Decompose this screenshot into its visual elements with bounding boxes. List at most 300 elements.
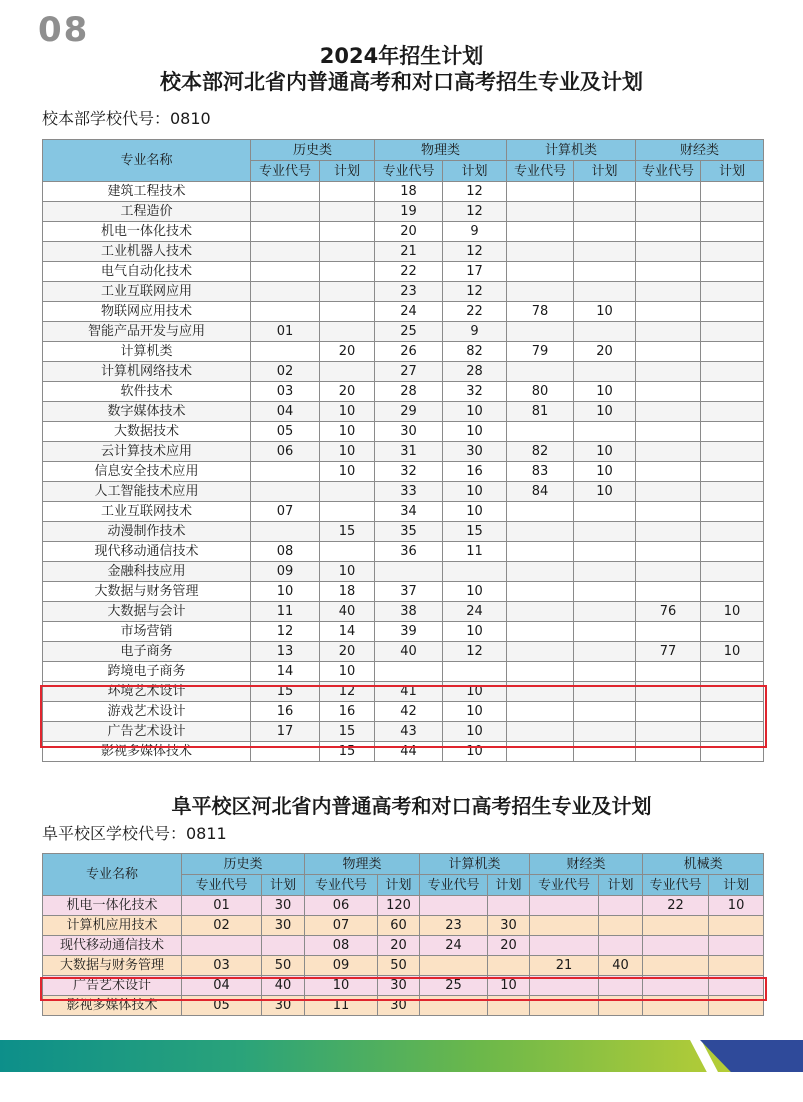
value-cell: 10 [443,402,507,422]
value-cell: 10 [574,402,636,422]
value-cell [320,242,375,262]
value-cell [636,722,701,742]
major-name-cell: 游戏艺术设计 [43,702,251,722]
value-cell: 30 [375,422,443,442]
major-name-cell: 物联网应用技术 [43,302,251,322]
table-row [43,896,764,916]
value-cell: 24 [375,302,443,322]
value-cell [636,242,701,262]
value-cell: 34 [375,502,443,522]
value-cell [636,402,701,422]
value-cell: 12 [443,642,507,662]
header-code: 专业代号 [636,161,701,182]
value-cell: 60 [378,916,420,936]
table-row [43,382,764,402]
table-row [43,202,764,222]
value-cell [507,702,574,722]
value-cell [530,976,599,996]
main-campus-table-body [43,182,764,762]
value-cell [574,422,636,442]
value-cell: 37 [375,582,443,602]
value-cell [709,936,764,956]
value-cell [320,362,375,382]
value-cell [574,362,636,382]
value-cell: 16 [320,702,375,722]
major-name-cell: 影视多媒体技术 [43,996,182,1016]
table-row [43,182,764,202]
value-cell [574,602,636,622]
major-name-cell: 广告艺术设计 [43,976,182,996]
value-cell [701,542,764,562]
value-cell [375,562,443,582]
value-cell [701,422,764,442]
value-cell: 14 [320,622,375,642]
header-plan: 计划 [599,875,643,896]
major-name-cell: 工业互联网应用 [43,282,251,302]
major-name-cell: 计算机网络技术 [43,362,251,382]
value-cell: 03 [251,382,320,402]
value-cell [701,402,764,422]
value-cell: 12 [443,242,507,262]
value-cell: 10 [443,702,507,722]
value-cell [701,242,764,262]
value-cell [420,896,488,916]
value-cell [251,342,320,362]
value-cell: 50 [262,956,305,976]
major-name-cell: 影视多媒体技术 [43,742,251,762]
value-cell [320,482,375,502]
value-cell: 13 [251,642,320,662]
value-cell [507,642,574,662]
value-cell: 22 [643,896,709,916]
value-cell: 43 [375,722,443,742]
value-cell [443,662,507,682]
table-row [43,402,764,422]
value-cell [636,702,701,722]
value-cell: 30 [378,976,420,996]
value-cell: 15 [320,722,375,742]
header-plan: 计划 [320,161,375,182]
value-cell: 16 [443,462,507,482]
value-cell [599,896,643,916]
table-row [43,342,764,362]
value-cell: 20 [488,936,530,956]
value-cell [701,742,764,762]
value-cell: 41 [375,682,443,702]
value-cell [636,622,701,642]
value-cell [507,682,574,702]
value-cell: 11 [443,542,507,562]
value-cell [636,542,701,562]
value-cell [701,522,764,542]
value-cell [701,222,764,242]
value-cell [701,462,764,482]
value-cell: 04 [251,402,320,422]
value-cell [507,222,574,242]
value-cell: 10 [574,302,636,322]
value-cell [507,282,574,302]
major-name-cell: 电子商务 [43,642,251,662]
value-cell [636,682,701,702]
value-cell: 82 [507,442,574,462]
major-name-cell: 工业机器人技术 [43,242,251,262]
value-cell: 21 [530,956,599,976]
table-row [43,622,764,642]
value-cell [320,262,375,282]
value-cell: 10 [320,402,375,422]
table-row [43,582,764,602]
value-cell [709,976,764,996]
value-cell: 28 [375,382,443,402]
value-cell: 39 [375,622,443,642]
value-cell [251,462,320,482]
value-cell: 10 [701,642,764,662]
value-cell [507,542,574,562]
value-cell: 33 [375,482,443,502]
value-cell [701,342,764,362]
value-cell [251,302,320,322]
header-code: 专业代号 [251,161,320,182]
value-cell [636,442,701,462]
main-campus-code-label: 校本部学校代号：0810 [42,109,211,128]
value-cell [320,202,375,222]
value-cell [420,996,488,1016]
value-cell [701,262,764,282]
value-cell: 82 [443,342,507,362]
value-cell: 32 [375,462,443,482]
major-name-cell: 信息安全技术应用 [43,462,251,482]
value-cell [643,916,709,936]
header-plan: 计划 [574,161,636,182]
value-cell [488,896,530,916]
value-cell [643,996,709,1016]
value-cell: 79 [507,342,574,362]
header-plan: 计划 [709,875,764,896]
value-cell [320,222,375,242]
value-cell [574,742,636,762]
value-cell: 42 [375,702,443,722]
major-name-cell: 跨境电子商务 [43,662,251,682]
table-row [43,502,764,522]
value-cell [709,956,764,976]
value-cell: 05 [182,996,262,1016]
value-cell [701,502,764,522]
value-cell: 08 [251,542,320,562]
major-name-cell: 大数据技术 [43,422,251,442]
value-cell: 26 [375,342,443,362]
header-plan: 计划 [262,875,305,896]
value-cell: 20 [320,642,375,662]
value-cell [507,362,574,382]
header-group-mechanical: 机械类 [643,854,764,875]
value-cell: 01 [251,322,320,342]
value-cell [530,896,599,916]
value-cell [643,956,709,976]
major-name-cell: 机电一体化技术 [43,896,182,916]
major-name-cell: 金融科技应用 [43,562,251,582]
value-cell: 20 [375,222,443,242]
value-cell [599,936,643,956]
major-name-cell: 计算机应用技术 [43,916,182,936]
header-plan: 计划 [701,161,764,182]
header-group-finance: 财经类 [636,140,764,161]
value-cell: 10 [320,442,375,462]
value-cell [507,622,574,642]
value-cell: 30 [262,896,305,916]
value-cell: 40 [262,976,305,996]
value-cell: 10 [443,622,507,642]
value-cell [262,936,305,956]
table-row [43,642,764,662]
value-cell: 9 [443,322,507,342]
value-cell: 30 [378,996,420,1016]
value-cell [375,662,443,682]
value-cell [574,502,636,522]
value-cell: 21 [375,242,443,262]
table-row [43,282,764,302]
value-cell: 27 [375,362,443,382]
value-cell [251,182,320,202]
value-cell: 07 [305,916,378,936]
value-cell: 11 [305,996,378,1016]
table-row [43,996,764,1016]
value-cell [701,442,764,462]
value-cell [701,322,764,342]
value-cell: 50 [378,956,420,976]
major-name-cell: 建筑工程技术 [43,182,251,202]
header-code: 专业代号 [305,875,378,896]
value-cell: 10 [320,562,375,582]
value-cell [701,482,764,502]
header-group-history: 历史类 [251,140,375,161]
value-cell: 12 [443,282,507,302]
value-cell: 31 [375,442,443,462]
value-cell: 02 [251,362,320,382]
table-row [43,542,764,562]
value-cell [507,582,574,602]
value-cell [636,422,701,442]
fuping-campus-title: 阜平校区河北省内普通高考和对口高考招生专业及计划 [171,794,652,818]
table-row [43,956,764,976]
major-name-cell: 环境艺术设计 [43,682,251,702]
value-cell [507,522,574,542]
table-row [43,302,764,322]
value-cell: 10 [320,422,375,442]
value-cell [420,956,488,976]
value-cell [251,282,320,302]
value-cell: 83 [507,462,574,482]
major-name-cell: 数字媒体技术 [43,402,251,422]
value-cell [636,462,701,482]
value-cell: 15 [251,682,320,702]
value-cell: 06 [251,442,320,462]
value-cell [574,282,636,302]
value-cell: 10 [443,682,507,702]
header-plan: 计划 [443,161,507,182]
value-cell [574,542,636,562]
value-cell [636,522,701,542]
value-cell [574,242,636,262]
value-cell: 30 [262,916,305,936]
fuping-campus-table-body [43,896,764,1016]
value-cell: 77 [636,642,701,662]
value-cell [530,916,599,936]
value-cell [251,202,320,222]
value-cell [574,522,636,542]
value-cell: 10 [443,722,507,742]
value-cell: 12 [443,202,507,222]
major-name-cell: 大数据与会计 [43,602,251,622]
value-cell [643,976,709,996]
value-cell [507,502,574,522]
value-cell: 23 [375,282,443,302]
major-name-cell: 市场营销 [43,622,251,642]
value-cell: 05 [251,422,320,442]
value-cell [636,562,701,582]
value-cell [574,682,636,702]
value-cell: 06 [305,896,378,916]
table-row [43,936,764,956]
value-cell [701,622,764,642]
page-subtitle: 校本部河北省内普通高考和对口高考招生专业及计划 [160,70,643,94]
value-cell: 35 [375,522,443,542]
table-row [43,742,764,762]
value-cell [530,996,599,1016]
value-cell [709,996,764,1016]
value-cell [701,682,764,702]
value-cell: 07 [251,502,320,522]
value-cell: 10 [574,442,636,462]
value-cell: 01 [182,896,262,916]
header-code: 专业代号 [375,161,443,182]
header-code: 专业代号 [420,875,488,896]
table-row [43,662,764,682]
value-cell: 15 [320,742,375,762]
value-cell: 12 [251,622,320,642]
value-cell: 04 [182,976,262,996]
value-cell [574,202,636,222]
value-cell: 10 [709,896,764,916]
table-row [43,916,764,936]
value-cell: 10 [320,462,375,482]
value-cell [507,722,574,742]
value-cell [636,282,701,302]
value-cell [507,202,574,222]
value-cell: 40 [320,602,375,622]
value-cell [701,562,764,582]
value-cell [507,322,574,342]
table-row [43,442,764,462]
value-cell: 40 [375,642,443,662]
value-cell [251,262,320,282]
value-cell [636,182,701,202]
value-cell: 23 [420,916,488,936]
value-cell [507,562,574,582]
value-cell [701,302,764,322]
value-cell [574,622,636,642]
value-cell [643,936,709,956]
footer-gradient-bar [0,1040,803,1072]
value-cell: 10 [574,382,636,402]
value-cell: 80 [507,382,574,402]
value-cell: 20 [574,342,636,362]
value-cell: 29 [375,402,443,422]
table-row [43,682,764,702]
header-group-physics: 物理类 [375,140,507,161]
value-cell: 15 [320,522,375,542]
value-cell: 22 [443,302,507,322]
value-cell [701,182,764,202]
value-cell: 15 [443,522,507,542]
value-cell: 03 [182,956,262,976]
value-cell: 19 [375,202,443,222]
value-cell: 18 [320,582,375,602]
value-cell [574,262,636,282]
value-cell [574,222,636,242]
value-cell [636,482,701,502]
major-name-cell: 计算机类 [43,342,251,362]
table-row [43,602,764,622]
fuping-campus-code-label: 阜平校区学校代号：0811 [42,824,227,843]
value-cell [636,222,701,242]
value-cell [701,362,764,382]
value-cell: 38 [375,602,443,622]
major-name-cell: 动漫制作技术 [43,522,251,542]
value-cell [636,502,701,522]
value-cell: 18 [375,182,443,202]
table-row [43,482,764,502]
major-name-cell: 机电一体化技术 [43,222,251,242]
value-cell: 10 [488,976,530,996]
value-cell [701,662,764,682]
value-cell: 40 [599,956,643,976]
value-cell [599,996,643,1016]
value-cell: 25 [375,322,443,342]
value-cell [599,916,643,936]
value-cell: 10 [574,462,636,482]
header-code: 专业代号 [182,875,262,896]
value-cell [507,742,574,762]
value-cell: 25 [420,976,488,996]
value-cell [701,202,764,222]
value-cell: 10 [443,582,507,602]
value-cell: 24 [420,936,488,956]
table-row [43,222,764,242]
value-cell [636,382,701,402]
table-row [43,976,764,996]
value-cell: 30 [488,916,530,936]
value-cell [320,302,375,322]
header-code: 专业代号 [507,161,574,182]
value-cell [574,722,636,742]
value-cell: 10 [443,502,507,522]
value-cell [709,916,764,936]
value-cell [574,662,636,682]
major-name-cell: 现代移动通信技术 [43,936,182,956]
value-cell [574,182,636,202]
page-title: 2024年招生计划 [319,44,484,68]
value-cell: 22 [375,262,443,282]
value-cell [530,936,599,956]
value-cell [443,562,507,582]
value-cell [251,242,320,262]
value-cell [182,936,262,956]
major-name-cell: 软件技术 [43,382,251,402]
value-cell [574,642,636,662]
value-cell: 20 [320,382,375,402]
value-cell [251,522,320,542]
table-row [43,562,764,582]
